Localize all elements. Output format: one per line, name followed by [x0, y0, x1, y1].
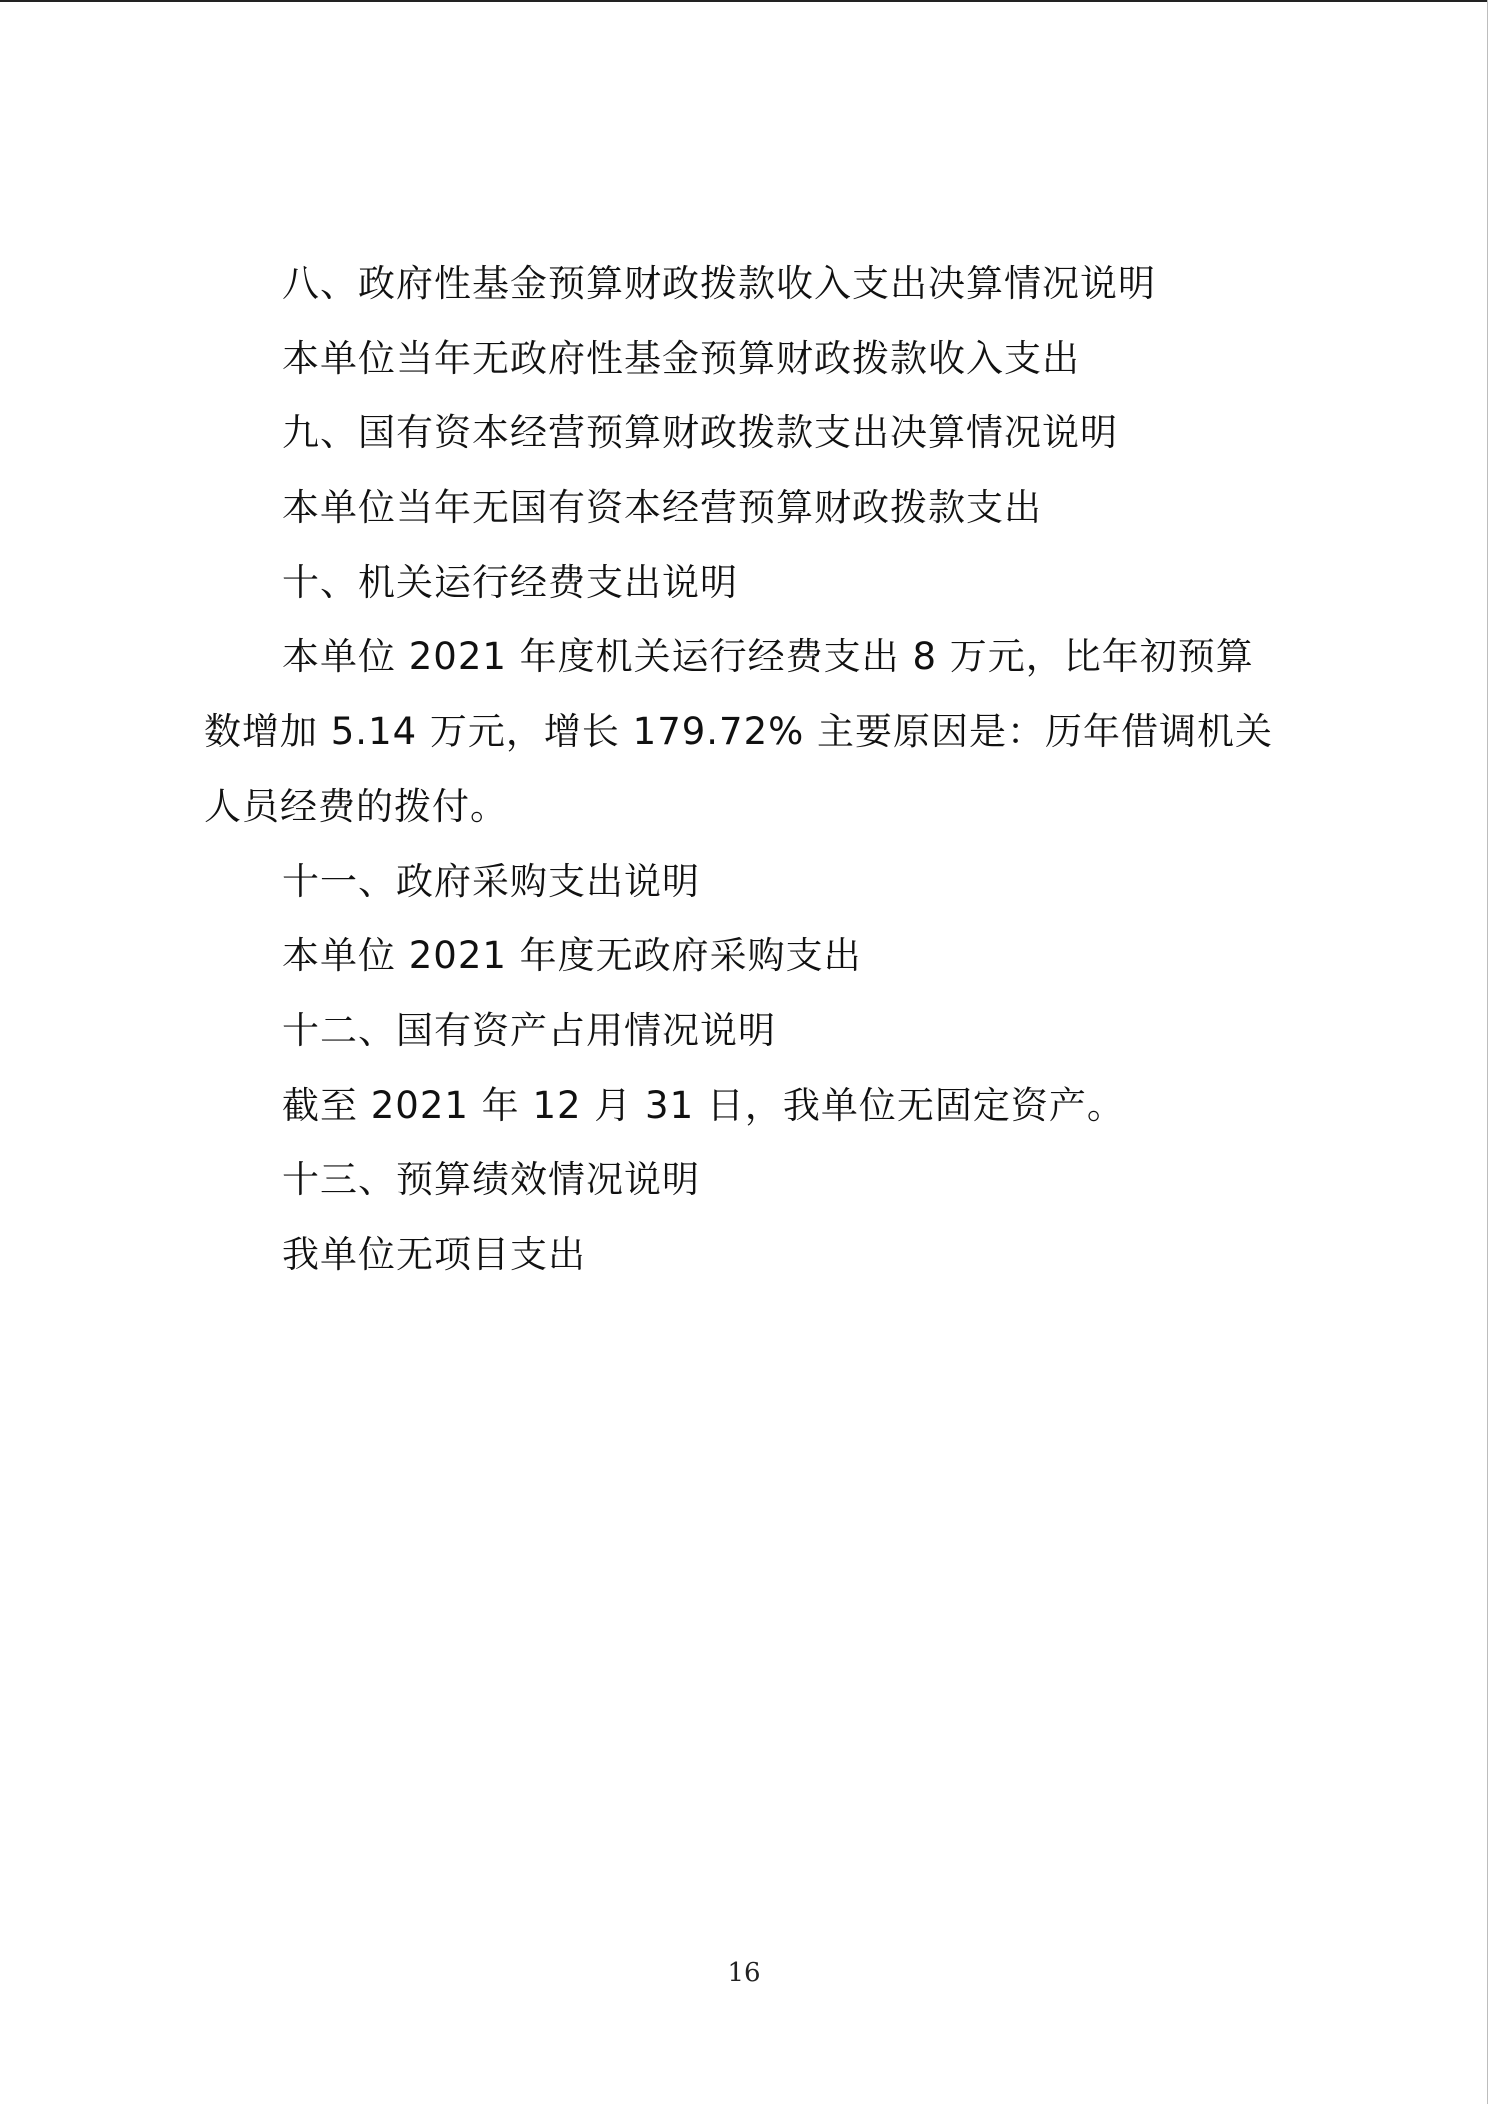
section-text-11: 本单位 2021 年度无政府采购支出: [282, 934, 862, 978]
section-heading-9: 九、国有资本经营预算财政拨款支出决算情况说明: [282, 411, 1118, 455]
section-text-9: 本单位当年无国有资本经营预算财政拨款支出: [282, 486, 1042, 530]
section-heading-11: 十一、政府采购支出说明: [282, 859, 700, 903]
page-number: 16: [727, 1958, 761, 1988]
section-heading-12: 十二、国有资产占用情况说明: [282, 1008, 776, 1052]
section-heading-8: 八、政府性基金预算财政拨款收入支出决算情况说明: [282, 262, 1156, 305]
document-body: [204, 247, 1290, 1293]
section-text-8: 本单位当年无政府性基金预算财政拨款收入支出: [282, 336, 1080, 380]
section-heading-13: 十三、预算绩效情况说明: [282, 1158, 700, 1202]
section-text-12: 截至 2021 年 12 月 31 日，我单位无固定资产。: [282, 1083, 1125, 1127]
page-top-border: [0, 0, 1488, 2]
section-heading-10: 十、机关运行经费支出说明: [282, 560, 738, 604]
section-text-10: 本单位 2021 年度机关运行经费支出 8 万元，比年初预算数增加 5.14 万元，增长 179.72% 主要原因是：历年借调机关人员经费的拨付。: [204, 635, 1274, 828]
section-text-13: 我单位无项目支出: [282, 1232, 586, 1276]
